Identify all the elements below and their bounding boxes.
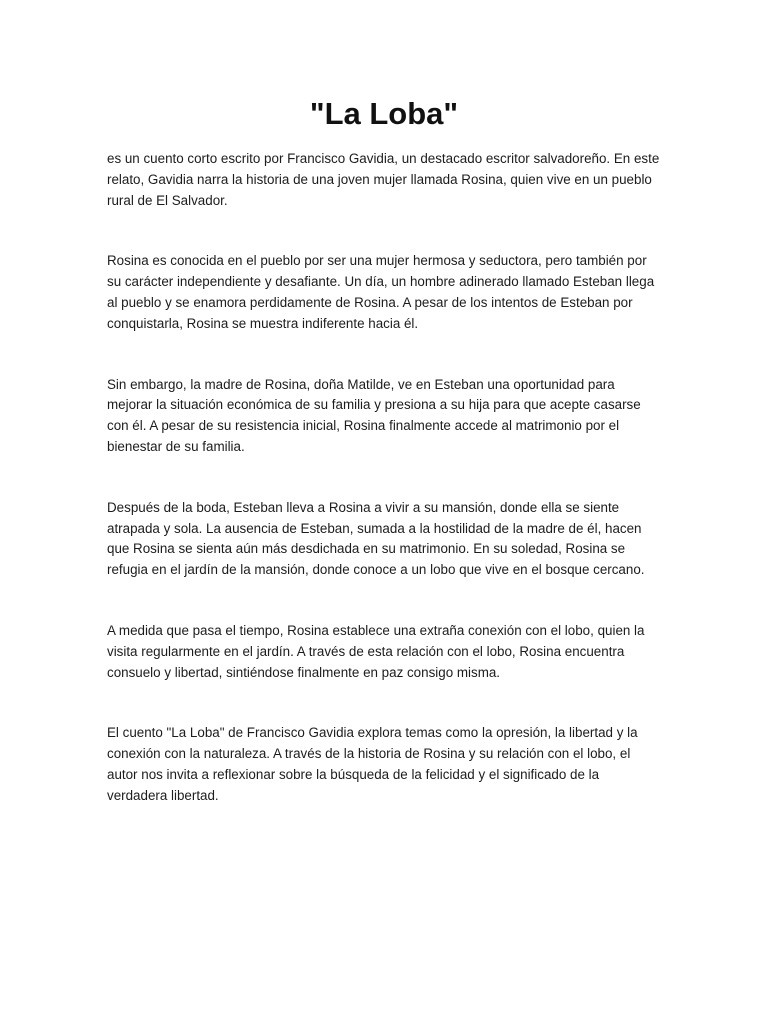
paragraph-intro: es un cuento corto escrito por Francisco Gavidia, un destacado escritor salvadoreño. En este relato, Gavidia narra la historia de una joven mujer llamada Rosina, quien vive en un pueblo rural de El Salvador. (107, 151, 660, 208)
paragraph-rosina-esteban: Rosina es conocida en el pueblo por ser una mujer hermosa y seductora, pero también por su carácter independiente y desafiante. Un día, un hombre adinerado llamado Esteban llega al pueblo y se enamora perdidamente de Rosina. A pesar de los intentos de Esteban por conquistarla, Rosina se muestra indiferente hacia él. (107, 253, 655, 331)
paragraph-mansion: Después de la boda, Esteban lleva a Rosina a vivir a su mansión, donde ella se siente atrapada y sola. La ausencia de Esteban, sumada a la hostilidad de la madre de él, hacen que Rosina se sienta aún más desdichada en su matrimonio. En su soledad, Rosina se refugia en el jardín de la mansión, donde conoce a un lobo que vive en el bosque cercano. (107, 499, 645, 578)
paragraph-dona-matilde: Sin embargo, la madre de Rosina, doña Matilde, ve en Esteban una oportunidad para mejorar la situación económica de su familia y presiona a su hija para que acepte casarse con él. A pesar de su resistencia inicial, Rosina finalmente accede al matrimonio por el bienestar de su familia. (107, 376, 641, 454)
document-body (107, 149, 663, 847)
paragraph-lobo: A medida que pasa el tiempo, Rosina establece una extraña conexión con el lobo, quien la visita regularmente en el jardín. A través de esta relación con el lobo, Rosina encuentra consuelo y libertad, sintiéndose finalmente en paz consigo misma. (107, 622, 645, 680)
document-title: "La Loba" (309, 96, 459, 131)
paragraph-conclusion: El cuento "La Loba" de Francisco Gavidia explora temas como la opresión, la libertad y la conexión con la naturaleza. A través de la historia de Rosina y su relación con el lobo, el autor nos invita a reflexionar sobre la búsqueda de la felicidad y el significado de la verdadera libertad. (107, 725, 638, 803)
